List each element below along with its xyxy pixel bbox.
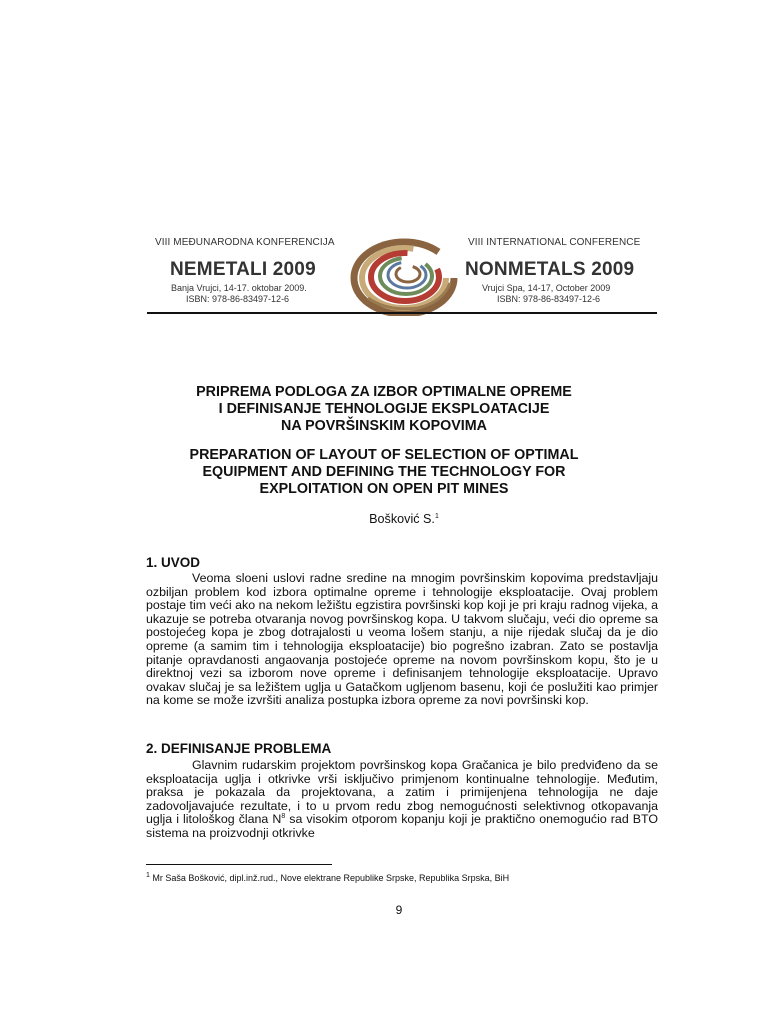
title-english [120,447,648,498]
footnote-rule [146,864,332,865]
header-rule [147,312,657,314]
header-right-conference: VIII INTERNATIONAL CONFERENCE [468,237,641,248]
section-2-text-start: Glavnim rudarskim projektom površinskog kopa Gračanica je bilo predviđeno da se eksploatacija uglja i otkrivke vrši isključivo primjenom kontinualne tehnologije. Međutim, praksa je pokazala da projektovana, a zatim i primijenjena tehnologija ne daje zadovoljavajuće rezultate, i to u prvom redu zbog nemogućnosti selektivnog otkopavanja uglja i litološkog člana N [146,758,658,827]
author-line [120,512,688,526]
footnote-mark: 1 [146,872,150,879]
title-english-line-1: PREPARATION OF LAYOUT OF SELECTION OF OPTIMAL [189,447,579,463]
footnote [146,873,509,883]
title-serbian-line-3: NA POVRŠINSKIM KOPOVIMA [281,418,487,434]
page-number: 9 [395,903,403,917]
section-2-text-end: sa visokim otporom kopanju koji je praktično onemogućio rad BTO sistema na proizvodnji otkrivke [146,812,658,840]
title-serbian [120,384,648,435]
section-2-heading: 2. DEFINISANJE PROBLEMA [146,741,332,756]
header-right-isbn: ISBN: 978-86-83497-12-6 [497,294,601,304]
title-english-line-2: EQUIPMENT AND DEFINING THE TECHNOLOGY FOR [202,464,566,480]
footnote-text: Mr Saša Bošković, dipl.inž.rud., Nove elektrane Republike Srpske, Republika Srpska, BiH [152,873,510,883]
conference-logo [348,228,460,316]
header-right-place-date: Vrujci Spa, 14-17, October 2009 [482,283,611,293]
title-serbian-line-2: I DEFINISANJE TEHNOLOGIJE EKSPLOATACIJE [218,401,550,417]
author-footnote-mark: 1 [434,512,439,520]
section-1-paragraph: Veoma sloeni uslovi radne sredine na mnogim površinskim kopovima predstavljaju ozbiljan problem kod izbora optimalne opreme i tehnologije eksploatacije. Ovaj problem postaje tim veći ako na nekom ležištu egzistira površinski kop koji je pri kraju radnog vijeka, a ukazuje se potreba otvaranja novog površinskog kopa. U takvom slučaju, veći dio opreme sa postojećeg kopa je zbog dotrajalosti u veoma lošem stanju, a nije rijedak slučaj da je dio opreme (a samim tim i tehnologija eksploatacije) bio pogrešno izabran. Zato se postavlja pitanje opravdanosti angaovanja postojeće opreme na novom površinskom kopu, što je u direktnoj vezi sa izborom nove opreme i definisanjem tehnologije eksploatacije. Upravo ovakav slučaj je sa ležištem uglja u Gatačkom ugljenom basenu, koji će poslužiti kao primjer na kome se može izvršiti analiza postupka izbora opreme za novi površinski kop. [146,571,658,708]
header-left-title: NEMETALI 2009 [170,259,316,280]
header-left-conference: VIII MEĐUNARODNA KONFERENCIJA [155,237,335,248]
author-name: Bošković S. [369,512,435,526]
section-1-heading: 1. UVOD [146,555,201,570]
title-serbian-line-1: PRIPREMA PODLOGA ZA IZBOR OPTIMALNE OPREME [196,384,572,400]
section-2-paragraph [146,759,658,841]
header-right-title: NONMETALS 2009 [465,259,635,280]
header-left-place-date: Banja Vrujci, 14-17. oktobar 2009. [171,283,307,293]
section-2-superscript: 8 [281,813,286,821]
title-english-line-3: EXPLOITATION ON OPEN PIT MINES [259,481,509,497]
header-left-isbn: ISBN: 978-86-83497-12-6 [186,294,290,304]
